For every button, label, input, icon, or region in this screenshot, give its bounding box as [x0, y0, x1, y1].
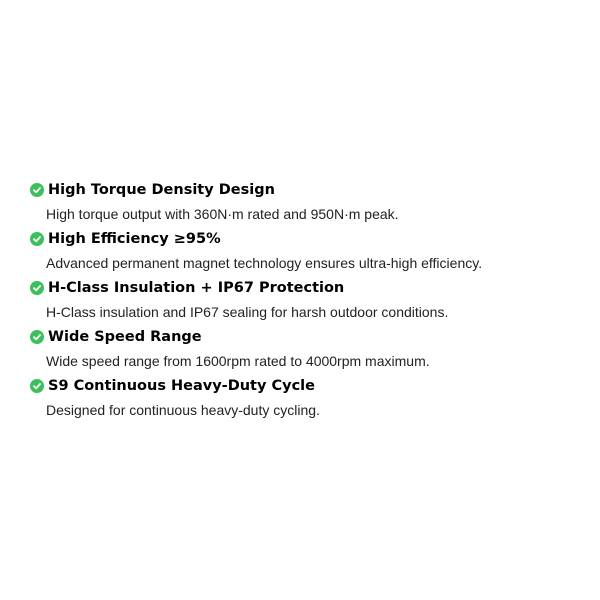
feature-title: Wide Speed Range — [48, 329, 202, 345]
feature-header — [30, 228, 590, 250]
feature-description: High torque output with 360N·m rated and 950N·m peak. — [46, 206, 399, 222]
feature-header — [30, 179, 590, 201]
feature-header — [30, 277, 590, 299]
check-circle-icon — [30, 379, 44, 393]
feature-description: Designed for continuous heavy-duty cycling. — [46, 402, 320, 418]
check-circle-icon — [30, 183, 44, 197]
feature-title: High Torque Density Design — [48, 182, 275, 198]
feature-item — [30, 277, 590, 326]
feature-description: Advanced permanent magnet technology ensures ultra-high efficiency. — [46, 255, 483, 271]
feature-item — [30, 326, 590, 375]
check-circle-icon — [30, 232, 44, 246]
feature-list — [30, 179, 590, 424]
feature-title: High Efficiency ≥95% — [48, 231, 221, 247]
feature-header — [30, 326, 590, 348]
feature-title: S9 Continuous Heavy-Duty Cycle — [48, 378, 315, 394]
feature-title: H-Class Insulation + IP67 Protection — [48, 280, 345, 296]
feature-item — [30, 179, 590, 228]
feature-description: Wide speed range from 1600rpm rated to 4000rpm maximum. — [46, 353, 430, 369]
check-circle-icon — [30, 330, 44, 344]
feature-header — [30, 375, 590, 397]
feature-item — [30, 228, 590, 277]
feature-description: H-Class insulation and IP67 sealing for harsh outdoor conditions. — [46, 304, 449, 320]
check-circle-icon — [30, 281, 44, 295]
feature-item — [30, 375, 590, 424]
